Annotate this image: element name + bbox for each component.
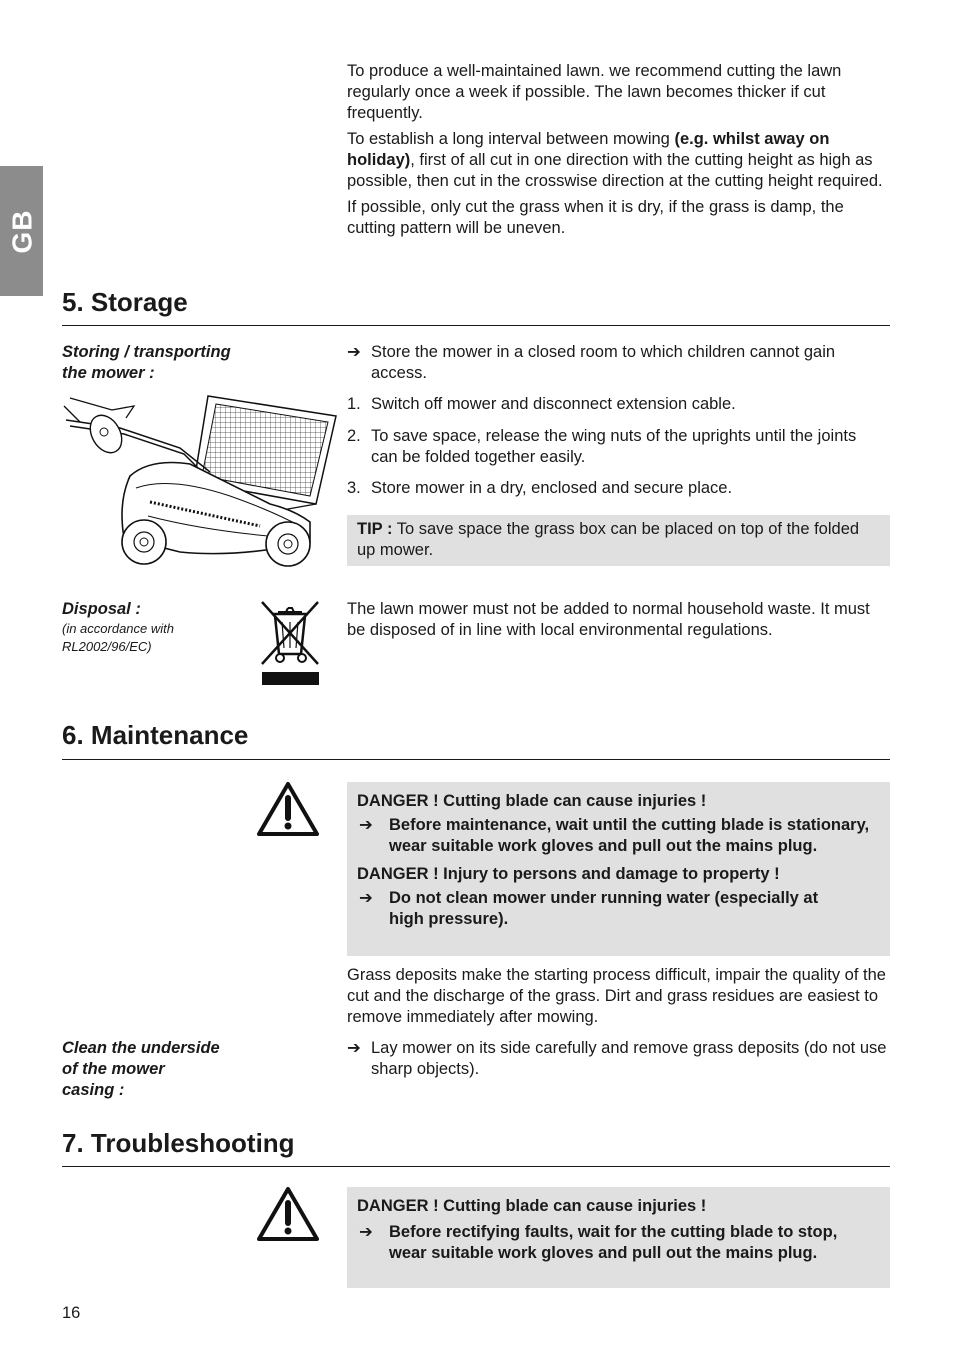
warning-triangle-icon bbox=[256, 780, 320, 838]
intro-p2-start: To establish a long interval between mowing bbox=[347, 130, 675, 148]
step-number: 1. bbox=[347, 395, 361, 413]
step-text: Switch off mower and disconnect extension cable. bbox=[371, 395, 736, 413]
storage-step bbox=[347, 426, 887, 468]
language-tab-label: GB bbox=[6, 209, 37, 253]
disposal-label-sub2: RL2002/96/EC) bbox=[62, 639, 152, 654]
clean-label-line2: of the mower bbox=[62, 1060, 165, 1078]
storage-heading: 5. Storage bbox=[62, 287, 188, 317]
language-tab bbox=[0, 166, 43, 296]
clean-arrow-text: Lay mower on its side carefully and remove grass deposits (do not use sharp objects). bbox=[371, 1039, 887, 1078]
storage-step bbox=[347, 394, 887, 415]
storage-step bbox=[347, 478, 887, 499]
arrow-icon: ➔ bbox=[359, 1223, 373, 1241]
step-number: 2. bbox=[347, 427, 361, 445]
intro-paragraph-1: To produce a well-maintained lawn. we recommend cutting the lawn regularly once a week if possible. The lawn becomes thicker if cut frequently. bbox=[347, 62, 842, 122]
arrow-icon: ➔ bbox=[347, 343, 361, 361]
danger-item bbox=[357, 815, 880, 857]
troubleshooting-danger-box bbox=[347, 1187, 890, 1288]
page-number: 16 bbox=[62, 1304, 81, 1322]
troubleshooting-rule bbox=[62, 1166, 890, 1167]
clean-label-line3: casing : bbox=[62, 1081, 125, 1099]
clean-arrow-item bbox=[347, 1038, 887, 1080]
disposal-label bbox=[62, 599, 174, 656]
clean-label-line1: Clean the underside bbox=[62, 1039, 220, 1057]
intro-paragraph-2 bbox=[347, 129, 887, 192]
step-text: Store mower in a dry, enclosed and secure place. bbox=[371, 479, 733, 497]
danger-item bbox=[357, 1222, 880, 1264]
step-text: To save space, release the wing nuts of the uprights until the joints can be folded together easily. bbox=[371, 427, 857, 466]
warning-triangle-icon bbox=[256, 1185, 320, 1243]
danger-item-text: Before maintenance, wait until the cutting blade is stationary, wear suitable work gloves and pull out the mains plug. bbox=[389, 816, 870, 855]
danger-item-text: Do not clean mower under running water (especially at high pressure). bbox=[389, 889, 819, 928]
storing-label-line1: Storing / transporting bbox=[62, 343, 231, 361]
disposal-label-sub1: (in accordance with bbox=[62, 621, 174, 636]
storage-rule bbox=[62, 325, 890, 326]
arrow-icon: ➔ bbox=[359, 889, 373, 907]
clean-instructions bbox=[347, 1038, 887, 1080]
storing-label-line2: the mower : bbox=[62, 364, 155, 382]
danger-title: DANGER ! Cutting blade can cause injuries ! bbox=[357, 792, 707, 810]
danger-title: DANGER ! Injury to persons and damage to property ! bbox=[357, 865, 780, 883]
storage-instructions bbox=[347, 342, 887, 499]
danger-item-text: Before rectifying faults, wait for the cutting blade to stop, wear suitable work gloves and pull out the mains plug. bbox=[389, 1223, 838, 1262]
tip-text: To save space the grass box can be placed on top of the folded up mower. bbox=[357, 520, 860, 559]
mower-illustration bbox=[60, 392, 340, 570]
maintenance-rule bbox=[62, 759, 890, 760]
intro-text bbox=[347, 61, 887, 244]
step-number: 3. bbox=[347, 479, 361, 497]
tip-label: TIP : bbox=[357, 520, 393, 538]
disposal-label-title: Disposal : bbox=[62, 600, 141, 618]
storage-arrow-item bbox=[347, 342, 887, 384]
maintenance-danger-box bbox=[347, 782, 890, 956]
storing-label bbox=[62, 342, 231, 384]
arrow-icon: ➔ bbox=[347, 1039, 361, 1057]
maintenance-heading: 6. Maintenance bbox=[62, 720, 249, 750]
disposal-text: The lawn mower must not be added to normal household waste. It must be disposed of in line with local environmental regulations. bbox=[347, 600, 870, 639]
tip-box bbox=[347, 515, 890, 566]
intro-p2-end: , first of all cut in one direction with the cutting height as high as possible, then cut in the crosswise direction at the cutting height required. bbox=[347, 151, 883, 190]
storage-arrow-text: Store the mower in a closed room to which children cannot gain access. bbox=[371, 343, 836, 382]
intro-paragraph-3: If possible, only cut the grass when it is dry, if the grass is damp, the cutting pattern will be uneven. bbox=[347, 198, 844, 237]
clean-underside-label bbox=[62, 1038, 220, 1101]
weee-bin-icon bbox=[258, 600, 322, 686]
danger-title: DANGER ! Cutting blade can cause injuries ! bbox=[357, 1197, 707, 1215]
danger-item bbox=[357, 888, 880, 930]
intro-p2-bold: (e.g. whilst away on holiday) bbox=[347, 130, 830, 169]
maintenance-paragraph: Grass deposits make the starting process difficult, impair the quality of the cut and the discharge of the grass. Dirt and grass residues are easiest to remove immediately after mowing. bbox=[347, 966, 886, 1026]
troubleshooting-heading: 7. Troubleshooting bbox=[62, 1128, 295, 1158]
arrow-icon: ➔ bbox=[359, 816, 373, 834]
